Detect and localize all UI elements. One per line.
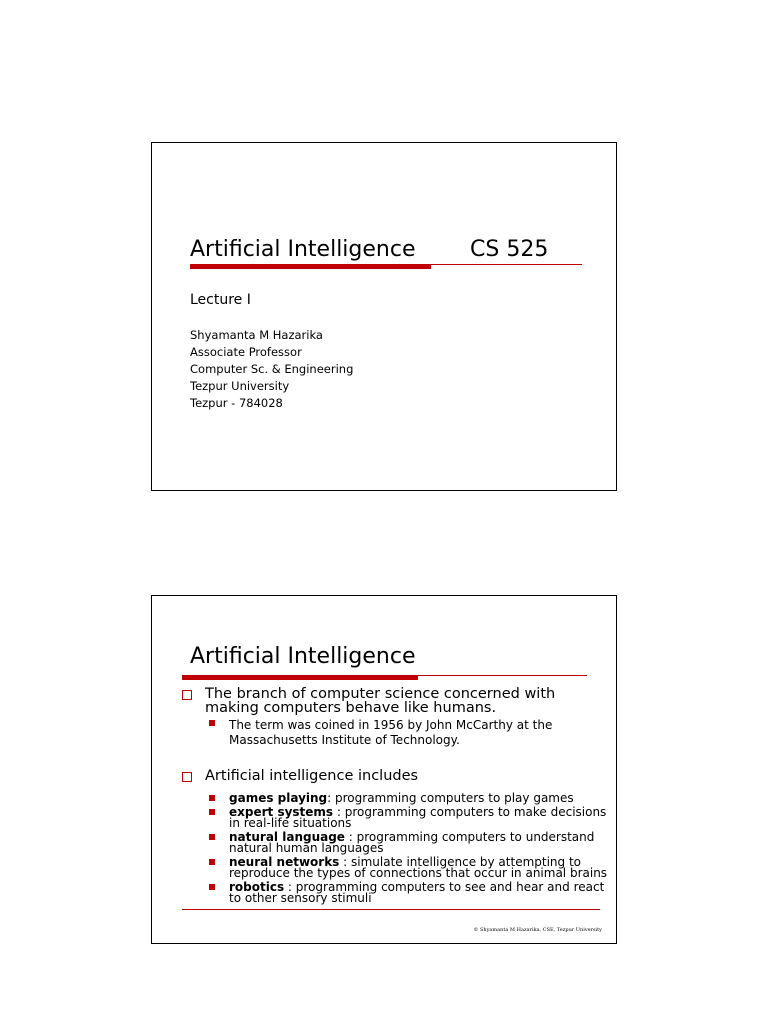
course-code: CS 525 (470, 237, 549, 262)
filled-square-bullet-icon (209, 884, 215, 890)
item-separator: : (344, 830, 357, 844)
item-separator: : (339, 855, 351, 869)
item-term: robotics (229, 880, 285, 894)
bullet-definition-text: The branch of computer science concerned with making computers behave like humans. (205, 686, 556, 716)
lecture-label: Lecture I (190, 292, 251, 308)
sub-bullet-origin (209, 718, 609, 748)
filled-square-bullet-icon (209, 834, 215, 840)
list-item (209, 857, 609, 879)
author-block (190, 327, 353, 412)
hollow-square-bullet-icon (182, 690, 192, 700)
item-description: programming computers to make decisions in real-life situations (229, 805, 607, 830)
sub-bullet-origin-text: The term was coined in 1956 by John McCarthy at the Massachusetts Institute of Technology. (229, 718, 553, 747)
item-description: programming computers to see and hear and react to other sensory stimuli (229, 880, 605, 905)
title-underline-thick (190, 264, 431, 269)
bullet-definition (182, 687, 592, 715)
list-item (209, 832, 609, 854)
list-item (209, 807, 609, 829)
item-separator: : (333, 805, 345, 819)
bullet-includes-text: Artificial intelligence includes (205, 768, 419, 784)
filled-square-bullet-icon (209, 809, 215, 815)
item-term: expert systems (229, 805, 334, 819)
slide-2-title: Artificial Intelligence (190, 644, 416, 669)
list-item (209, 882, 609, 904)
item-term: neural networks (229, 855, 340, 869)
author-address: Tezpur - 784028 (190, 396, 283, 410)
footer-divider (182, 909, 600, 910)
item-description: programming computers to play games (335, 791, 574, 805)
hollow-square-bullet-icon (182, 772, 192, 782)
slide-1-title-row (190, 236, 590, 266)
item-term: games playing (229, 791, 328, 805)
author-designation: Associate Professor (190, 345, 302, 359)
filled-square-bullet-icon (209, 859, 215, 865)
slide-2-title-underline-thick (182, 675, 418, 680)
slide-1 (151, 142, 617, 491)
item-description: simulate intelligence by attempting to reproduce the types of connections that occur in animal brains (229, 855, 608, 880)
slide-1-title: Artificial Intelligence (190, 237, 416, 262)
filled-square-bullet-icon (209, 795, 215, 801)
item-separator: : (284, 880, 296, 894)
bullet-includes (182, 769, 592, 783)
item-separator: : (327, 791, 336, 805)
author-department: Computer Sc. & Engineering (190, 362, 354, 376)
author-university: Tezpur University (190, 379, 290, 393)
author-name: Shyamanta M Hazarika (190, 328, 323, 342)
item-description: programming computers to understand natural human languages (229, 830, 595, 855)
slide-2 (151, 595, 617, 944)
copyright-footer: © Shyamanta M Hazarika, CSE, Tezpur University (473, 927, 602, 933)
item-term: natural language (229, 830, 345, 844)
filled-square-bullet-icon (209, 720, 215, 726)
list-item (209, 793, 609, 804)
